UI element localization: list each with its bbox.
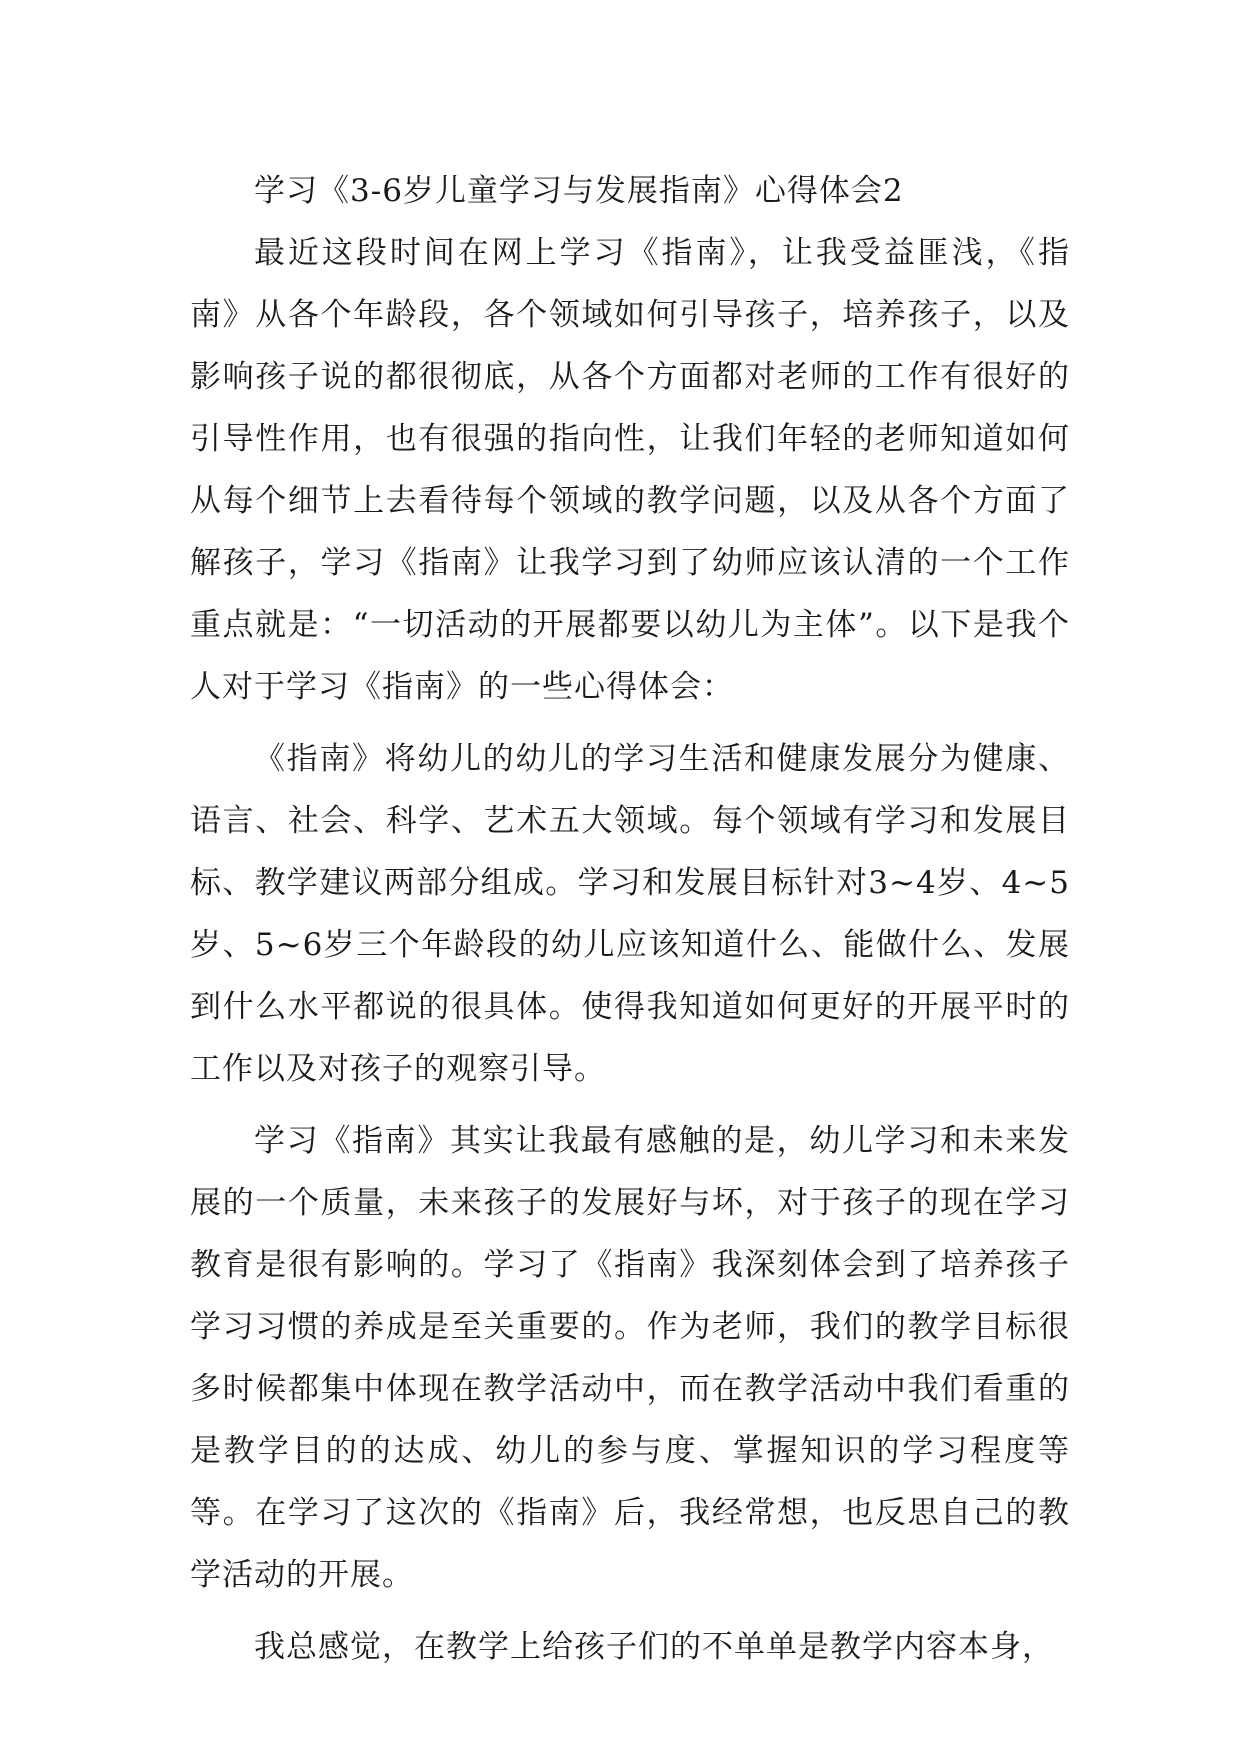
paragraph-4: 我总感觉，在教学上给孩子们的不单单是教学内容本身， (254, 1629, 1054, 1665)
paragraph-1: 最近这段时间在网上学习《指南》，让我受益匪浅，《指南》从各个年龄段，各个领域如何引导孩子，培养孩子，以及影响孩子说的都很彻底，从各个方面都对老师的工作有很好的引导性作用，也有很强的指向性，让我们年轻的老师知道如何从每个细节上去看待每个领域的教学问题，以及从各个方面了解孩子，学习《指南》让我学习到了幼师应该认清的一个工作重点就是：“一切活动的开展都要以幼儿为主体”。以下是我个人对于学习《指南》的一些心得体会： (190, 235, 1070, 705)
document-body (190, 160, 1070, 1678)
document-title: 学习《3-6岁儿童学习与发展指南》心得体会2 (254, 173, 904, 209)
paragraph-2: 《指南》将幼儿的幼儿的学习生活和健康发展分为健康、语言、社会、科学、艺术五大领域。每个领域有学习和发展目标、教学建议两部分组成。学习和发展目标针对3~4岁、4~5岁、5~6岁三个年龄段的幼儿应该知道什么、能做什么、发展到什么水平都说的很具体。使得我知道如何更好的开展平时的工作以及对孩子的观察引导。 (190, 741, 1070, 1087)
paragraph-3: 学习《指南》其实让我最有感触的是，幼儿学习和未来发展的一个质量，未来孩子的发展好与坏，对于孩子的现在学习教育是很有影响的。学习了《指南》我深刻体会到了培养孩子学习习惯的养成是至关重要的。作为老师，我们的教学目标很多时候都集中体现在教学活动中，而在教学活动中我们看重的是教学目的的达成、幼儿的参与度、掌握知识的学习程度等等。在学习了这次的《指南》后，我经常想，也反思自己的教学活动的开展。 (190, 1123, 1070, 1593)
